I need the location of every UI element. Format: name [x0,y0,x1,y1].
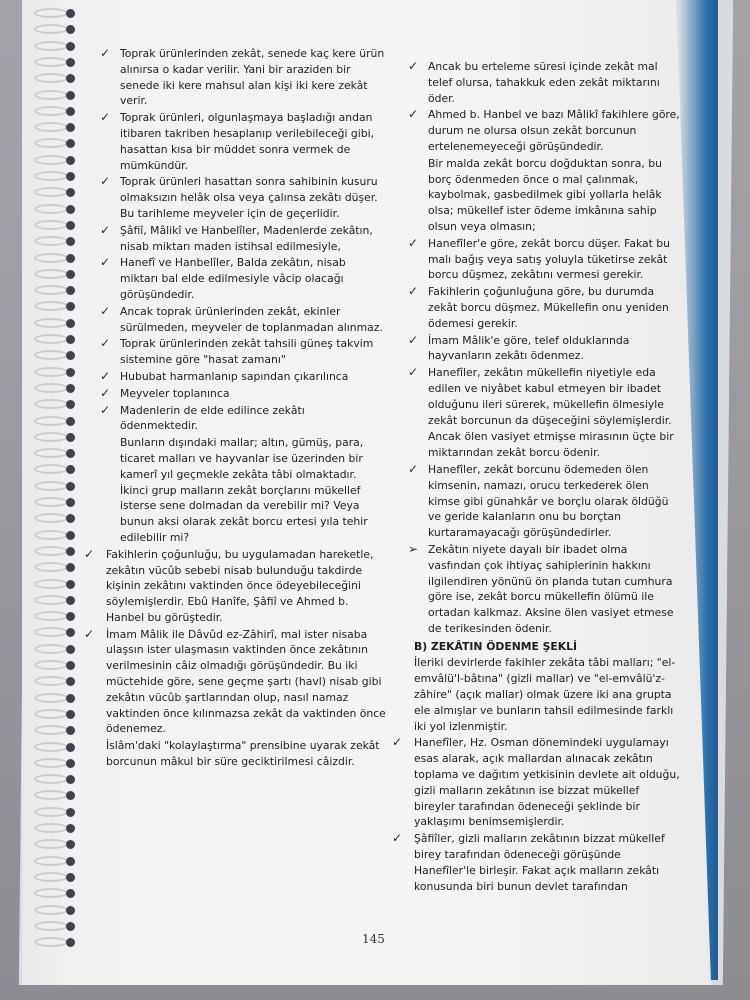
bullet-text: Hububat harmanlanıp sapından çıkarılınca [120,369,349,383]
spiral-ring [28,251,78,265]
bullet-text: Meyveler toplanınca [120,386,230,400]
bullet-item [392,735,682,830]
spiral-ring [28,886,78,900]
bullet-text: İmam Mâlik'e göre, telef olduklarında hayvanların zekâtı ödenmez. [428,333,630,363]
spiral-ring [28,446,78,460]
spiral-ring [28,120,78,134]
bullet-text: Toprak ürünleri hasattan sonra sahibinin kusuru olmaksızın helâk olsa veya çalınsa zekâtı düşer. Bu tarihleme meyveler için de geçerlidir. [120,175,378,220]
bullet-item [96,223,386,255]
spiral-ring [28,560,78,574]
spiral-ring [28,593,78,607]
spiral-ring [28,332,78,346]
spiral-ring [28,185,78,199]
checkmark-icon: ✓ [408,107,419,122]
spiral-ring [28,723,78,737]
bullet-text: İmam Mâlik ile Dâvûd ez-Zâhirî, mal ister nisaba ulaşsın ister ulaşmasın vaktinden önce zekâtının verilmesinin câiz olmadığı görüşündedir. Bu iki müctehide göre, sene geçme şartı (havl) nisab gibi zekâtın vücûb şartlarından olup, nasıl namaz vaktinden önce kılınmazsa zekât da vaktinden önce ödenemez. [106,627,386,736]
bullet-text: Şâfiîler, gizli malların zekâtının bizzat mükellef birey tarafından ödeneceği görüşünde Hanefîler'le birleşir. Fakat açık malların zekâtı konusunda biri bunun devlet tarafından [414,832,665,893]
checkmark-icon: ✓ [100,110,111,125]
bullet-text: Hanefîler, zekât borcunu ödemeden ölen kimsenin, namazı, orucu terkederek ölen kimse gibi günahkâr ve borçlu olarak öldüğü ve geride kalanların onu bu borçtan kurtaramayacağı görüşündedirler. [428,462,669,540]
bullet-text: Fakihlerin çoğunluğuna göre, bu durumda zekât borcu düşmez. Mükellefin onu yeniden ödemesi gerekir. [428,285,669,330]
bullet-text: Hanefîler, zekâtın mükellefin niyetiyle eda edilen ve niyâbet kabul etmeyen bir ibadet olduğunu ileri sürerek, mükellefin ölmesiyle zekât borcunun da düşeceğini söylemişlerdir. [428,366,672,427]
section-heading: B) ZEKÂTIN ÖDENME ŞEKLİ [414,639,578,653]
checkmark-icon: ✓ [408,461,419,476]
checkmark-icon: ✓ [408,284,419,299]
spiral-ring [28,348,78,362]
spiral-ring [28,381,78,395]
spiral-ring [28,544,78,558]
spiral-ring [28,55,78,69]
spiral-ring [28,870,78,884]
spiral-ring [28,788,78,802]
spiral-ring [28,805,78,819]
spiral-ring [28,707,78,721]
bullet-text: Ancak bu erteleme süresi içinde zekât mal telef olursa, tahakkuk eden zekât miktarını öder. [428,60,660,105]
bullet-item [96,336,386,368]
checkmark-icon: ✓ [100,402,111,417]
paragraph: Bunların dışındaki mallar; altın, gümüş, para, ticaret malları ve hayvanlar ise üzerinden bir kamerî yıl geçmekle zekâta tâbi olmaktadır. İkinci grup malların zekât borçlarını mükellef isterse sene dolmadan da verebilir mi? Veya bunun aksi olarak zekât borcu ertesi yıla tehir edilebilir mi? [120,436,368,544]
spiral-ring [28,365,78,379]
bullet-item [392,831,682,894]
bullet-text: Toprak ürünlerinden zekât tahsili güneş takvim sistemine göre "hasat zamanı" [120,337,374,367]
bullet-text: Hanefî ve Hanbelîler, Balda zekâtın, nisab miktarı bal elde edilmesiyle vâcip olacağı görüşündedir. [120,256,346,301]
spiral-ring [28,691,78,705]
spiral-ring [28,674,78,688]
page-number: 145 [362,932,385,946]
bullet-text: Ancak toprak ürünlerinden zekât, ekinler sürülmeden, meyveler de toplanmadan alınmaz. [120,304,383,334]
spiral-ring [28,919,78,933]
spiral-ring [28,430,78,444]
bullet-text: Ahmed b. Hanbel ve bazı Mâlikî fakihlere göre, durum ne olursa olsun zekât borcunun ertelenemeyeceği görüşündedir. [428,108,680,153]
bullet-item [84,626,386,738]
bullet-text: Toprak ürünlerinden zekât, senede kaç kere ürün alınırsa o kadar verilir. Yani bir araziden bir senede iki kere mahsul alan kişi iki kere zekât verir. [120,47,385,108]
bullet-item [96,255,386,302]
bullet-item [96,304,386,336]
spiral-ring [28,658,78,672]
checkmark-icon: ✓ [408,235,419,250]
spiral-ring [28,528,78,542]
paragraph: Bir malda zekât borcu doğduktan sonra, bu borç ödenmeden önce o mal çalınmak, kaybolmak, gasbedilmek gibi yollarla helâk olsa; mükellef ister ödeme imkânına sahip olsun veya olmasın; [428,156,662,233]
checkmark-icon: ✓ [408,59,419,73]
bullet-item [96,403,386,435]
bullet-text: Hanefîler, Hz. Osman dönemindeki uygulamayı esas alarak, açık mallardan alınacak zekâtın toplama ve dağıtım yetkisinin devlete ait olduğu, gizli malların zekâtının ise bizzat mükellef bireyler tarafından ödeneceği şeklinde bir yaklaşımı benimsemişlerdir. [414,736,680,829]
spiral-ring [28,202,78,216]
spiral-ring [28,39,78,53]
bullet-text: Toprak ürünleri, olgunlaşmaya başladığı andan itibaren takriben hesaplanıp verilebileceği gibi, hasattan kısa bir müddet sonra vermek de mümkündür. [120,111,375,172]
spiral-ring [28,71,78,85]
arrow-bullet-icon: ➢ [408,541,419,556]
spiral-ring [28,267,78,281]
spiral-ring [28,854,78,868]
spiral-ring [28,88,78,102]
bullet-item [84,546,386,626]
bullet-item [404,542,682,637]
bullet-item [96,386,386,402]
spiral-ring [28,22,78,36]
spiral-ring [28,495,78,509]
right-column [392,59,682,895]
checkmark-icon: ✓ [100,174,111,189]
checkmark-icon: ✓ [100,46,111,60]
bullet-item [96,110,386,173]
bullet-item [404,236,682,283]
bullet-item [404,333,682,365]
spiral-ring [28,837,78,851]
checkmark-icon: ✓ [408,365,419,380]
spiral-ring [28,397,78,411]
spiral-ring [28,625,78,639]
spiral-ring [28,414,78,428]
bullet-text: Fakihlerin çoğunluğu, bu uygulamadan hareketle, zekâtın vücûb sebebi nisab bulunduğu takdirde kişinin zekâtını vaktinden önce ödeyebileceğini söylemişlerdir. Ebû Hanîfe, Şâfiî ve Ahmed b. Hanbel bu görüştedir. [106,547,374,624]
spiral-ring [28,935,78,949]
spiral-ring [28,740,78,754]
spiral-ring [28,642,78,656]
spiral-ring [28,609,78,623]
spiral-ring [28,283,78,297]
checkmark-icon: ✓ [100,255,111,270]
checkmark-icon: ✓ [100,336,111,351]
spiral-ring [28,136,78,150]
bullet-item [404,462,682,541]
spiral-ring [28,577,78,591]
bullet-item [404,284,682,331]
spiral-ring [28,6,78,20]
bullet-text: Hanefîler'e göre, zekât borcu düşer. Fakat bu malı bağış veya satış yoluyla tüketirse zekât borcu düşmez, zekâtını vermesi gerekir. [428,236,670,282]
spiral-ring [28,821,78,835]
checkmark-icon: ✓ [408,332,419,347]
checkmark-icon: ✓ [84,626,95,641]
checkmark-icon: ✓ [100,385,111,400]
bullet-item [96,369,386,385]
checkmark-icon: ✓ [392,735,403,750]
bullet-text: Şâfiî, Mâlikî ve Hanbelîler, Madenlerde zekâtın, nisab miktarı maden istihsal edilmesiyle, [120,223,373,253]
bullet-text: Zekâtın niyete dayalı bir ibadet olma vasfından çok ihtiyaç sahiplerinin hakkını ilgilendiren yönünü ön planda tutan cumhura göre ise, zekât borcu mükellefin ölümü ile ortadan kalkmaz. Aksine ölen vasiyet etmese de terikesinden ödenir. [428,542,674,635]
bullet-item [404,59,682,106]
spiral-ring [28,316,78,330]
spiral-ring [28,218,78,232]
paragraph: Ancak ölen vasiyet etmişse mirasının üçte bir miktarından zekât borcu ödenir. [428,430,674,460]
checkmark-icon: ✓ [100,222,111,237]
spiral-ring [28,299,78,313]
spiral-ring [28,153,78,167]
spiral-ring [28,511,78,525]
spiral-ring [28,903,78,917]
paragraph: İleriki devirlerde fakihler zekâta tâbi malları; "el-emvâlü'l-bâtına" (gizli mallar) ve "el-emvâlü'z-zâhire" (açık mallar) olmak üzere iki ana grupta ele almışlar ve bunların tahsil edilmesinde farklı iki yol izlenmiştir. [414,656,676,733]
paragraph: İslâm'daki "kolaylaştırma" prensibine uyarak zekât borcunun mâkul bir süre geciktirilmesi câizdir. [106,739,380,769]
checkmark-icon: ✓ [100,368,111,383]
bullet-text: Madenlerin de elde edilince zekâtı ödenmektedir. [120,403,305,433]
spiral-ring [28,756,78,770]
spiral-ring [28,462,78,476]
bullet-item [96,46,386,109]
spiral-ring [28,169,78,183]
checkmark-icon: ✓ [100,303,111,318]
checkmark-icon: ✓ [392,831,403,846]
spiral-ring [28,104,78,118]
bullet-item [404,107,682,154]
spiral-ring [28,479,78,493]
checkmark-icon: ✓ [84,546,95,561]
left-column [84,46,386,771]
spiral-binding [28,0,82,985]
bullet-item [96,174,386,221]
spiral-ring [28,234,78,248]
bullet-item [404,365,682,428]
spiral-ring [28,772,78,786]
